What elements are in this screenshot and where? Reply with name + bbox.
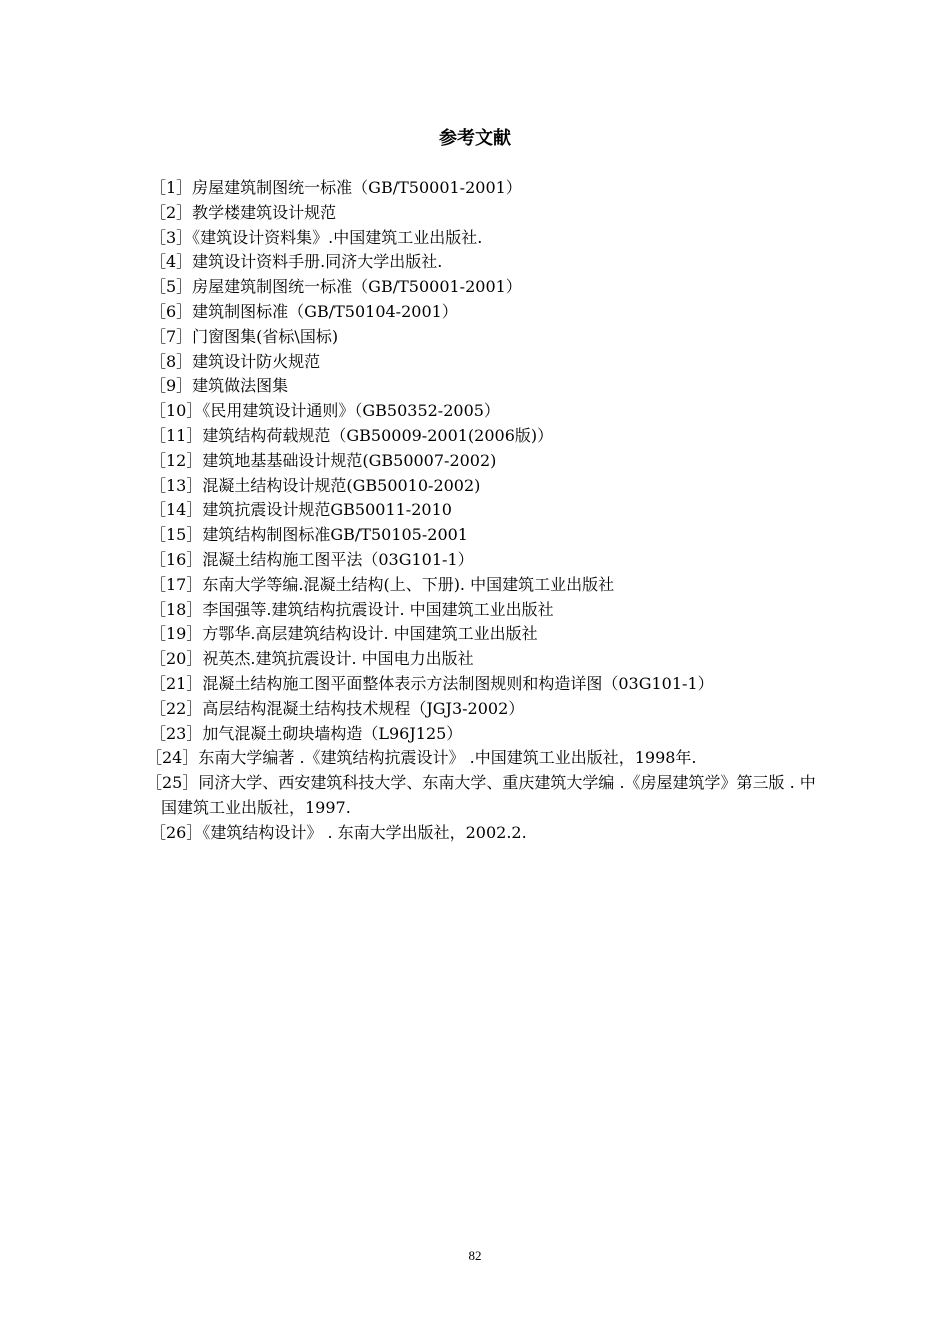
- reference-item: ［13］混凝土结构设计规范(GB50010-2002): [150, 475, 481, 495]
- reference-item: ［15］建筑结构制图标准GB/T50105-2001: [150, 525, 468, 545]
- reference-item: ［17］东南大学等编.混凝土结构(上、下册). 中国建筑工业出版社: [150, 574, 615, 594]
- reference-item: ［24］东南大学编著 .《建筑结构抗震设计》 .中国建筑工业出版社，1998年.: [146, 748, 697, 768]
- reference-item: ［6］建筑制图标准（GB/T50104-2001）: [150, 301, 458, 321]
- reference-item: ［19］方鄂华.高层建筑结构设计. 中国建筑工业出版社: [150, 624, 538, 644]
- page-title: 参考文献: [439, 128, 511, 149]
- reference-item: ［2］教学楼建筑设计规范: [150, 202, 337, 222]
- reference-item: ［18］李国强等.建筑结构抗震设计. 中国建筑工业出版社: [150, 599, 554, 619]
- reference-item: ［11］建筑结构荷载规范（GB50009-2001(2006版)）: [150, 425, 554, 445]
- reference-item: ［10］《民用建筑设计通则》（GB50352-2005）: [150, 401, 500, 421]
- reference-item: ［21］混凝土结构施工图平面整体表示方法制图规则和构造详图（03G101-1）: [150, 673, 714, 693]
- reference-item: ［3］《建筑设计资料集》.中国建筑工业出版社.: [150, 227, 483, 247]
- reference-item: ［22］高层结构混凝土结构技术规程（JGJ3-2002）: [150, 698, 525, 718]
- reference-item: ［5］房屋建筑制图统一标准（GB/T50001-2001）: [150, 277, 522, 297]
- reference-item: ［25］同济大学、西安建筑科技大学、东南大学、重庆建筑大学编 .《房屋建筑学》第三版 . 中国建筑工业出版社，1997.: [146, 773, 816, 817]
- reference-item: ［9］建筑做法图集: [150, 376, 289, 396]
- reference-item: ［20］祝英杰.建筑抗震设计. 中国电力出版社: [150, 649, 474, 669]
- reference-item: ［7］门窗图集(省标\国标): [150, 326, 339, 346]
- page-number: 82: [468, 1248, 482, 1263]
- reference-item: ［16］混凝土结构施工图平法（03G101-1）: [150, 549, 474, 569]
- reference-item: ［8］建筑设计防火规范: [150, 351, 321, 371]
- reference-item: ［1］房屋建筑制图统一标准（GB/T50001-2001）: [150, 178, 522, 197]
- reference-item: ［23］加气混凝土砌块墙构造（L96J125）: [150, 723, 463, 743]
- reference-item: ［14］建筑抗震设计规范GB50011-2010: [150, 500, 452, 520]
- reference-list: [146, 176, 830, 846]
- reference-item: ［12］建筑地基基础设计规范(GB50007-2002): [150, 450, 497, 470]
- reference-item: ［4］建筑设计资料手册.同济大学出版社.: [150, 252, 443, 272]
- reference-item: ［26］《建筑结构设计》 . 东南大学出版社，2002.2.: [150, 822, 527, 842]
